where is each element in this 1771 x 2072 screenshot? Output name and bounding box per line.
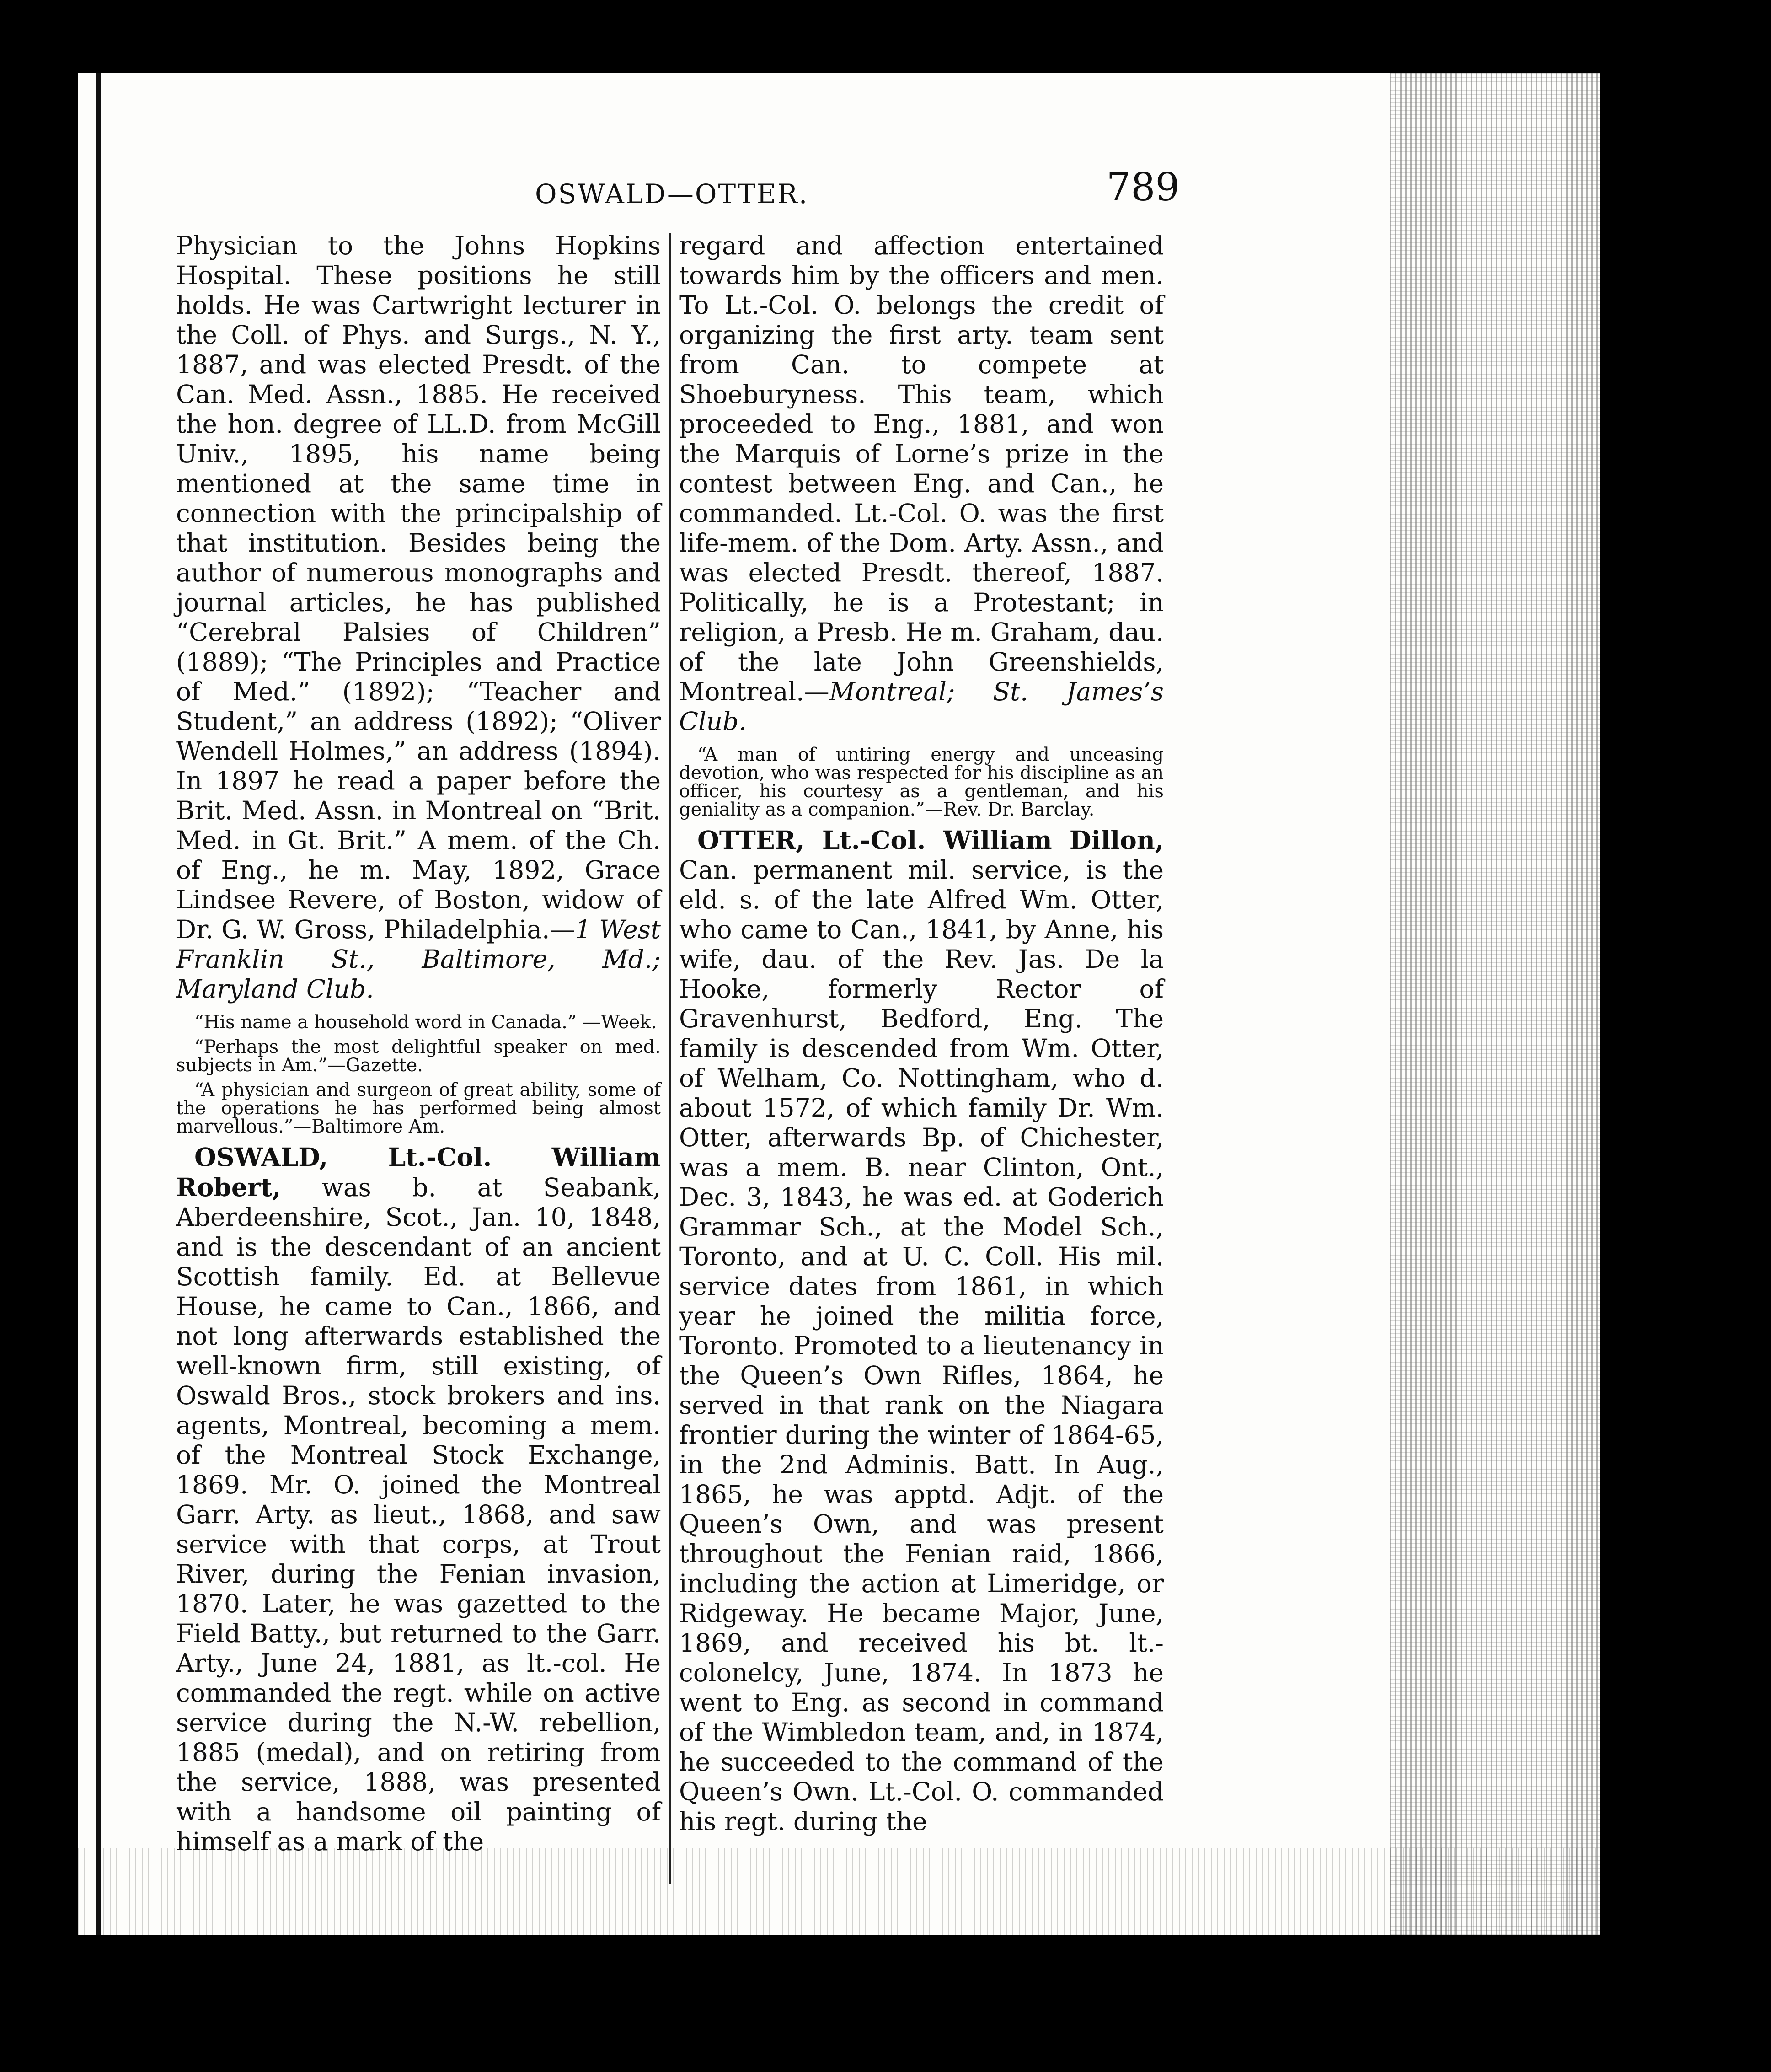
scan-edge-bottom xyxy=(78,1848,1600,1935)
left-column xyxy=(176,231,661,1857)
scan-border-line xyxy=(96,73,101,1935)
press-quote: “A man of untiring energy and unceasing devotion, who was respected for his discipline as an officer, his courtesy as a gentleman, and his geniality as a companion.”—Rev. Dr. Barclay. xyxy=(679,744,1164,820)
page-header xyxy=(178,165,1180,220)
page-number: 789 xyxy=(1106,165,1180,209)
running-head: OSWALD—OTTER. xyxy=(535,178,809,209)
press-quote: “A physician and surgeon of great ability, some of the operations he has performed being almost marvellous.”—Baltimore Am. xyxy=(176,1079,661,1137)
entry-heading: OTTER, Lt.-Col. William Dillon, xyxy=(697,825,1164,855)
press-quote: “Perhaps the most delightful speaker on med. subjects in Am.”—Gazette. xyxy=(176,1036,661,1076)
entry-heading: OSWALD, Lt.-Col. William Robert, xyxy=(176,1142,661,1202)
biography-entry xyxy=(176,1142,661,1857)
scan-edge-right xyxy=(1390,73,1600,1935)
column-divider xyxy=(669,233,671,1884)
entry-continuation xyxy=(176,231,661,1004)
paragraph-text: Physician to the Johns Hopkins Hospital. These positions he still holds. He was Cartwright lecturer in the Coll. of Phys. and Surgs., N. Y., 1887, and was elected Presdt. of the Can. Med. Assn., 1885. He received the hon. degree of LL.D. from McGill Univ., 1895, his name being mentioned at the same time in connection with the principalship of that institution. Besides being the author of numerous monographs and journal articles, he has published “Cerebral Palsies of Children” (1889); “The Principles and Practice of Med.” (1892); “Teacher and Student,” an address (1892); “Oliver Wendell Holmes,” an address (1894). In 1897 he read a paper before the Brit. Med. Assn. in Montreal on “Brit. Med. in Gt. Brit.” A mem. of the Ch. of Eng., he m. May, 1892, Grace Lindsee Revere, of Boston, widow of Dr. G. W. Gross, Philadelphia.— xyxy=(176,231,661,944)
paragraph-text: regard and affection entertained towards him by the officers and men. To Lt.-Col. O. belongs the credit of organizing the first arty. team sent from Can. to compete at Shoeburyness. This team, which proceeded to Eng., 1881, and won the Marquis of Lorne’s prize in the contest between Eng. and Can., he commanded. Lt.-Col. O. was the first life-mem. of the Dom. Arty. Assn., and was elected Presdt. thereof, 1887. Politically, he is a Protestant; in religion, a Presb. He m. Graham, dau. of the late John Greenshields, Montreal.— xyxy=(679,231,1164,706)
address-text: Montreal; St. James’s Club. xyxy=(679,677,1164,736)
entry-continuation xyxy=(679,231,1164,736)
entry-body: was b. at Seabank, Aberdeenshire, Scot., Jan. 10, 1848, and is the descendant of an ancient Scottish family. Ed. at Bellevue House, he came to Can., 1866, and not long afterwards established the well-known firm, still existing, of Oswald Bros., stock brokers and ins. agents, Montreal, becoming a mem. of the Montreal Stock Exchange, 1869. Mr. O. joined the Montreal Garr. Arty. as lieut., 1868, and saw service with that corps, at Trout River, during the Fenian invasion, 1870. Later, he was gazetted to the Field Batty., but returned to the Garr. Arty., June 24, 1881, as lt.-col. He commanded the regt. while on active service during the N.-W. rebellion, 1885 (medal), and on retiring from the service, 1888, was presented with a handsome oil painting of himself as a mark of the xyxy=(176,1173,661,1856)
press-quote: “His name a household word in Canada.” —Week. xyxy=(194,1012,657,1033)
address-text: 1 West Franklin St., Baltimore, Md.; Maryland Club. xyxy=(176,915,661,1004)
right-column xyxy=(679,231,1164,1836)
entry-body: Can. permanent mil. service, is the eld. s. of the late Alfred Wm. Otter, who came to Can., 1841, by Anne, his wife, dau. of the Rev. Jas. De la Hooke, formerly Rector of Gravenhurst, Bedford, Eng. The family is descended from Wm. Otter, of Welham, Co. Nottingham, who d. about 1572, of which family Dr. Wm. Otter, afterwards Bp. of Chichester, was a mem. B. near Clinton, Ont., Dec. 3, 1843, he was ed. at Goderich Grammar Sch., at the Model Sch., Toronto, and at U. C. Coll. His mil. service dates from 1861, in which year he joined the militia force, Toronto. Promoted to a lieutenancy in the Queen’s Own Rifles, 1864, he served in that rank on the Niagara frontier during the winter of 1864-65, in the 2nd Adminis. Batt. In Aug., 1865, he was apptd. Adjt. of the Queen’s Own, and was present throughout the Fenian raid, 1866, including the action at Limeridge, or Ridgeway. He became Major, June, 1869, and received his bt. lt.-colonelcy, June, 1874. In 1873 he went to Eng. as second in command of the Wimbledon team, and, in 1874, he succeeded to the command of the Queen’s Own. Lt.-Col. O. commanded his regt. during the xyxy=(679,855,1164,1836)
biography-entry xyxy=(679,825,1164,1836)
